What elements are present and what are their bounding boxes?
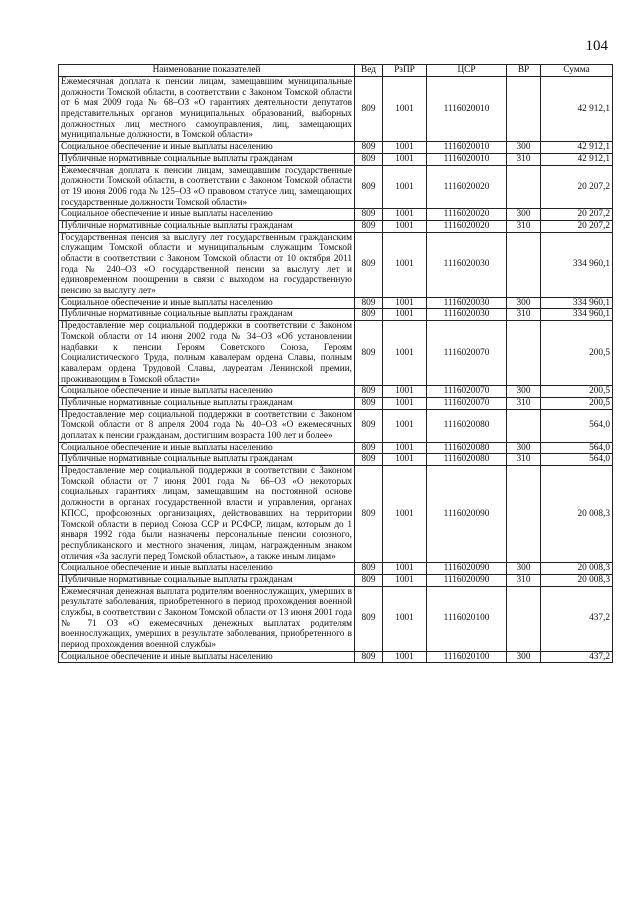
table-row — [59, 397, 613, 409]
row-rzpr: 1001 — [383, 209, 427, 221]
header-name: Наименование показателей — [59, 65, 355, 77]
table-header-row — [59, 65, 613, 77]
row-vr: 300 — [507, 651, 541, 663]
row-name: Публичные нормативные социальные выплаты гражданам — [59, 153, 355, 165]
table-row — [59, 209, 613, 221]
table-row — [59, 297, 613, 309]
table-row — [59, 153, 613, 165]
row-vr — [507, 232, 541, 297]
row-rzpr: 1001 — [383, 297, 427, 309]
table-row — [59, 574, 613, 586]
row-sum: 200,5 — [541, 321, 613, 386]
table-row — [59, 142, 613, 154]
row-sum: 20 008,3 — [541, 466, 613, 563]
row-sum: 334 960,1 — [541, 309, 613, 321]
row-csr: 1116020020 — [427, 165, 507, 209]
table-body — [59, 77, 613, 663]
row-csr: 1116020030 — [427, 297, 507, 309]
row-ved: 809 — [355, 442, 383, 454]
row-ved: 809 — [355, 586, 383, 651]
row-rzpr: 1001 — [383, 409, 427, 442]
row-name: Социальное обеспечение и иные выплаты населению — [59, 142, 355, 154]
row-csr: 1116020030 — [427, 309, 507, 321]
row-rzpr: 1001 — [383, 386, 427, 398]
row-csr: 1116020100 — [427, 586, 507, 651]
row-ved: 809 — [355, 466, 383, 563]
row-vr: 300 — [507, 297, 541, 309]
row-name: Публичные нормативные социальные выплаты гражданам — [59, 220, 355, 232]
page-number: 104 — [585, 38, 608, 54]
row-sum: 334 960,1 — [541, 297, 613, 309]
table-row — [59, 563, 613, 575]
row-csr: 1116020090 — [427, 563, 507, 575]
row-csr: 1116020100 — [427, 651, 507, 663]
row-csr: 1116020010 — [427, 77, 507, 142]
row-ved: 809 — [355, 563, 383, 575]
table-row — [59, 454, 613, 466]
row-sum: 20 008,3 — [541, 574, 613, 586]
row-name: Предоставление мер социальной поддержки в соответствии с Законом Томской области от 14 июня 2002 года № 34–ОЗ «Об установлении надбавки к пенсии Героям Советского Союза, Героям Социалистического Труда, полным кавалерам ордена Славы, полным кавалерам ордена Трудовой Славы, лауреатам Ленинской премии, проживающим в Томской области» — [59, 321, 355, 386]
row-csr: 1116020020 — [427, 220, 507, 232]
row-ved: 809 — [355, 142, 383, 154]
row-vr — [507, 165, 541, 209]
row-csr: 1116020090 — [427, 574, 507, 586]
row-rzpr: 1001 — [383, 574, 427, 586]
row-sum: 334 960,1 — [541, 232, 613, 297]
row-name: Социальное обеспечение и иные выплаты населению — [59, 651, 355, 663]
row-vr — [507, 409, 541, 442]
table-row — [59, 77, 613, 142]
table-row — [59, 409, 613, 442]
header-csr: ЦСР — [427, 65, 507, 77]
row-ved: 809 — [355, 165, 383, 209]
row-vr: 300 — [507, 442, 541, 454]
header-rzpr: РзПР — [383, 65, 427, 77]
row-csr: 1116020070 — [427, 321, 507, 386]
row-vr — [507, 466, 541, 563]
row-vr: 300 — [507, 563, 541, 575]
row-ved: 809 — [355, 232, 383, 297]
row-rzpr: 1001 — [383, 232, 427, 297]
row-name: Социальное обеспечение и иные выплаты населению — [59, 297, 355, 309]
row-name: Социальное обеспечение и иные выплаты населению — [59, 386, 355, 398]
row-ved: 809 — [355, 574, 383, 586]
row-rzpr: 1001 — [383, 142, 427, 154]
row-rzpr: 1001 — [383, 586, 427, 651]
table-row — [59, 442, 613, 454]
row-csr: 1116020070 — [427, 397, 507, 409]
row-csr: 1116020010 — [427, 153, 507, 165]
row-vr: 310 — [507, 397, 541, 409]
row-vr — [507, 321, 541, 386]
row-sum: 200,5 — [541, 397, 613, 409]
row-vr: 310 — [507, 574, 541, 586]
table-row — [59, 232, 613, 297]
row-name: Социальное обеспечение и иные выплаты населению — [59, 209, 355, 221]
table-row — [59, 165, 613, 209]
table-row — [59, 586, 613, 651]
row-ved: 809 — [355, 209, 383, 221]
row-ved: 809 — [355, 220, 383, 232]
row-sum: 20 207,2 — [541, 165, 613, 209]
row-rzpr: 1001 — [383, 165, 427, 209]
row-csr: 1116020080 — [427, 454, 507, 466]
row-ved: 809 — [355, 321, 383, 386]
row-sum: 564,0 — [541, 454, 613, 466]
row-name: Социальное обеспечение и иные выплаты населению — [59, 442, 355, 454]
row-rzpr: 1001 — [383, 454, 427, 466]
row-name: Публичные нормативные социальные выплаты гражданам — [59, 574, 355, 586]
header-vr: ВР — [507, 65, 541, 77]
row-sum: 437,2 — [541, 651, 613, 663]
row-sum: 564,0 — [541, 442, 613, 454]
row-vr: 300 — [507, 209, 541, 221]
row-ved: 809 — [355, 309, 383, 321]
table-row — [59, 651, 613, 663]
row-rzpr: 1001 — [383, 309, 427, 321]
row-name: Публичные нормативные социальные выплаты гражданам — [59, 397, 355, 409]
row-rzpr: 1001 — [383, 153, 427, 165]
row-rzpr: 1001 — [383, 466, 427, 563]
row-csr: 1116020080 — [427, 409, 507, 442]
row-sum: 42 912,1 — [541, 77, 613, 142]
row-ved: 809 — [355, 386, 383, 398]
row-sum: 20 207,2 — [541, 220, 613, 232]
row-vr: 300 — [507, 386, 541, 398]
row-ved: 809 — [355, 77, 383, 142]
row-vr: 300 — [507, 142, 541, 154]
row-csr: 1116020030 — [427, 232, 507, 297]
row-ved: 809 — [355, 297, 383, 309]
row-rzpr: 1001 — [383, 321, 427, 386]
budget-table — [58, 64, 613, 663]
row-vr — [507, 77, 541, 142]
row-name: Публичные нормативные социальные выплаты гражданам — [59, 309, 355, 321]
row-name: Ежемесячная доплата к пенсии лицам, замещавшим муниципальные должности Томской области, в соответствии с Законом Томской области от 6 мая 2009 года № 68–ОЗ «О гарантиях деятельности депутатов представительных органов муниципальных образований, выборных должностных лиц местного самоуправления, лиц, замещающих муниципальные должности, в Томской области» — [59, 77, 355, 142]
row-name: Предоставление мер социальной поддержки в соответствии с Законом Томской области от 7 июня 2001 года № 66–ОЗ «О некоторых социальных гарантиях лицам, замещавшим на постоянной основе должности в органах государственной власти и управления, органах КПСС, профсоюзных организациях, действовавших на территории Томской области в период Союза ССР и РСФСР, лицам, которым до 1 января 1992 года были назначены персональные пенсии союзного, республиканского и местного значения, лицам, награжденным знаком отличия «За заслуги перед Томской областью», а также иным лицам» — [59, 466, 355, 563]
row-csr: 1116020090 — [427, 466, 507, 563]
row-csr: 1116020010 — [427, 142, 507, 154]
header-ved: Вед — [355, 65, 383, 77]
row-sum: 20 008,3 — [541, 563, 613, 575]
table-row — [59, 386, 613, 398]
row-csr: 1116020080 — [427, 442, 507, 454]
row-vr: 310 — [507, 309, 541, 321]
row-sum: 42 912,1 — [541, 142, 613, 154]
row-rzpr: 1001 — [383, 563, 427, 575]
row-sum: 200,5 — [541, 386, 613, 398]
row-ved: 809 — [355, 153, 383, 165]
row-vr: 310 — [507, 454, 541, 466]
row-name: Предоставление мер социальной поддержки в соответствии с Законом Томской области от 8 апреля 2004 года № 40–ОЗ «О ежемесячных доплатах к пенсии гражданам, достигшим возраста 100 лет и более» — [59, 409, 355, 442]
row-rzpr: 1001 — [383, 77, 427, 142]
row-csr: 1116020070 — [427, 386, 507, 398]
row-name: Ежемесячная денежная выплата родителям военнослужащих, умерших в результате заболевания, приобретенного в период прохождения военной службы, в соответствии с Законом Томской области от 13 июня 2001 года № 71 ОЗ «О ежемесячных денежных выплатах родителям военнослужащих, умерших в результате заболевания, приобретенного в период прохождения военной службы» — [59, 586, 355, 651]
row-ved: 809 — [355, 454, 383, 466]
row-vr — [507, 586, 541, 651]
row-name: Социальное обеспечение и иные выплаты населению — [59, 563, 355, 575]
row-name: Государственная пенсия за выслугу лет государственным гражданским служащим Томской области и муниципальным служащим Томской области в соответствии с Законом Томской области от 10 октября 2011 года № 240–ОЗ «О государственной пенсии за выслугу лет и единовременном поощрении в связи с выходом на государственную пенсию за выслугу лет» — [59, 232, 355, 297]
row-name: Публичные нормативные социальные выплаты гражданам — [59, 454, 355, 466]
row-rzpr: 1001 — [383, 651, 427, 663]
table-row — [59, 309, 613, 321]
row-sum: 20 207,2 — [541, 209, 613, 221]
table-row — [59, 321, 613, 386]
row-sum: 42 912,1 — [541, 153, 613, 165]
row-rzpr: 1001 — [383, 397, 427, 409]
row-name: Ежемесячная доплата к пенсии лицам, замещавшим государственные должности Томской области, в соответствии с Законом Томской области от 19 июня 2006 года № 125–ОЗ «О правовом статусе лиц, замещающих государственные должности Томской области» — [59, 165, 355, 209]
row-ved: 809 — [355, 397, 383, 409]
header-sum: Сумма — [541, 65, 613, 77]
row-ved: 809 — [355, 651, 383, 663]
table-row — [59, 220, 613, 232]
row-csr: 1116020020 — [427, 209, 507, 221]
row-ved: 809 — [355, 409, 383, 442]
row-sum: 437,2 — [541, 586, 613, 651]
row-vr: 310 — [507, 153, 541, 165]
row-vr: 310 — [507, 220, 541, 232]
table-row — [59, 466, 613, 563]
row-rzpr: 1001 — [383, 220, 427, 232]
row-sum: 564,0 — [541, 409, 613, 442]
row-rzpr: 1001 — [383, 442, 427, 454]
